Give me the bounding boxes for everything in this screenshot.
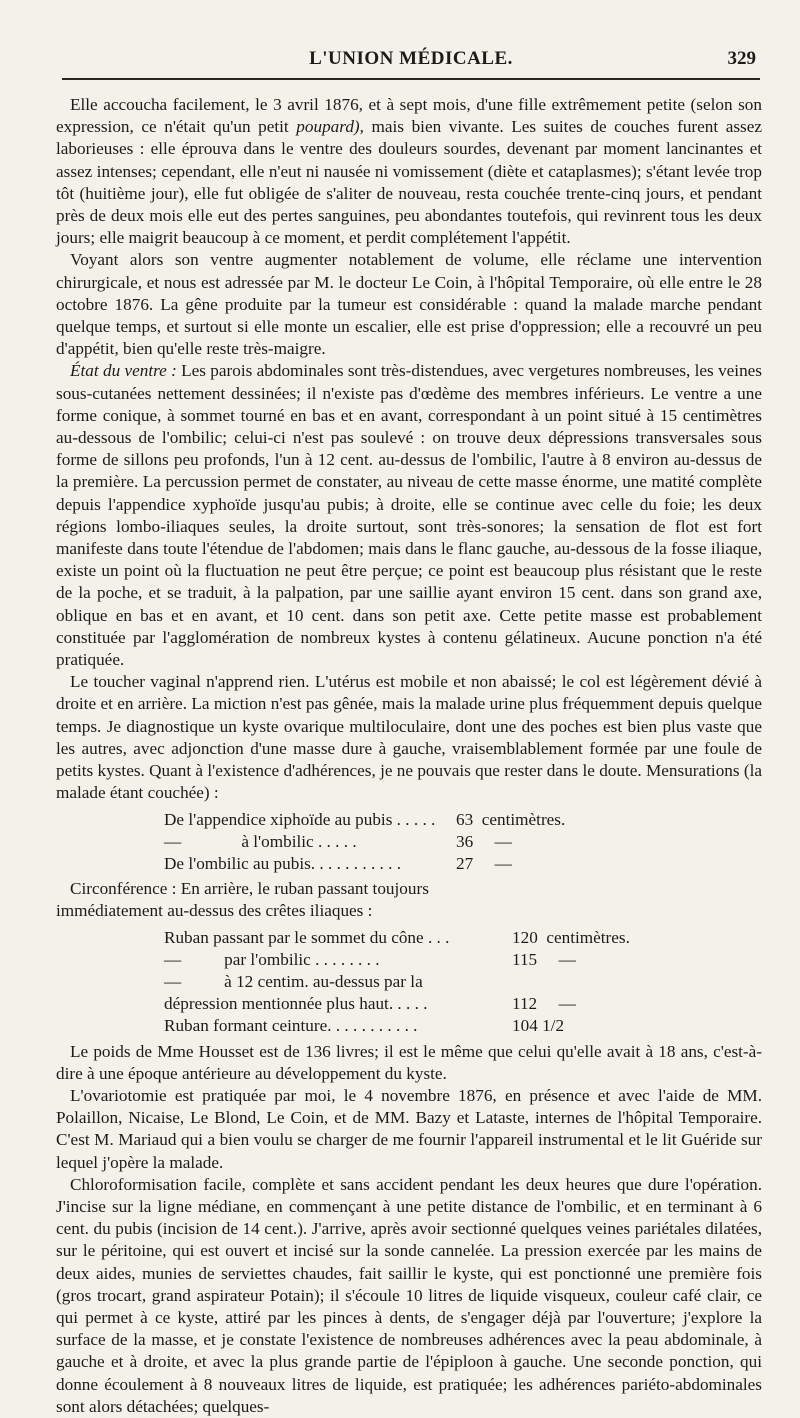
circumference-intro: Circonférence : En arrière, le ruban passant toujours [70, 879, 429, 899]
measurement-row [56, 853, 762, 875]
italic-text: poupard), [296, 117, 364, 137]
measurement-label: — à 12 centim. au-dessus par la [164, 971, 423, 991]
measurement-row [56, 949, 762, 971]
paragraph [56, 360, 762, 671]
section-heading-inline: État du ventre : [70, 361, 177, 381]
paragraph: Le toucher vaginal n'apprend rien. L'utérus est mobile et non abaissé; le col est légèrement dévié à droite et en arrière. La miction n'est pas gênée, mais la malade urine plus fréquemment depuis quelque temps. Je diagnostique un kyste ovarique multiloculaire, dont une des poches est bien plus vaste que les autres, avec adjonction d'une masse dure à gauche, vraisemblablement formée par une foule de petits kystes. Quant à l'existence d'adhérences, je ne pouvais que rester dans le doute. Mensurations (la malade étant couchée) : [56, 672, 762, 803]
measurement-label: — par l'ombilic . . . . . . . . [164, 949, 380, 969]
measurement-row [56, 831, 762, 853]
measurement-value: 104 1/2 [512, 1016, 565, 1036]
page-number: 329 [727, 48, 756, 69]
measurement-row [56, 927, 762, 949]
paragraph: Le poids de Mme Housset est de 136 livres; il est le même que celui qu'elle avait à 18 ans, c'est-à-dire à une époque antérieure au développement du kyste. [56, 1041, 762, 1083]
measurement-value: 36 — [456, 831, 512, 851]
measurement-value: 63 centimètres. [456, 809, 566, 829]
measurement-value: 115 — [512, 949, 576, 969]
paragraph: L'ovariotomie est pratiquée par moi, le 4 novembre 1876, en présence et avec l'aide de MM. Polaillon, Nicaise, Le Blond, Le Coin, et de MM. Bazy et Lataste, internes de l'hôpital Temporaire. C'est M. Mariaud qui a bien voulu se charger de me fournir l'appareil instrumental et le lit Guéride sur lequel j'opère la malade. [56, 1085, 762, 1172]
measurement-row [56, 971, 762, 993]
article-body [56, 80, 762, 1418]
measurement-label: Ruban passant par le sommet du cône . . . [164, 927, 450, 947]
running-header [62, 0, 760, 80]
measurement-label: Ruban formant ceinture. . . . . . . . . . . [164, 1016, 418, 1036]
measurement-label: — à l'ombilic . . . . . [164, 831, 357, 851]
text-run: Elle accoucha facilement, le 3 avril 1876, et à sept mois, d'une fille extrêmement petite (selon son expression, ce n'était qu'un petit [56, 95, 762, 137]
measurement-row [56, 1015, 762, 1037]
paragraph [56, 94, 762, 249]
text-run: mais bien vivante. Les suites de couches furent assez laborieuses : elle éprouva dans le ventre des douleurs sourdes, devenant par moment lancinantes et assez intenses; cependant, elle n'eut ni nausée ni vomissement (diète et cataplasmes); s'étant levée trop tôt (huitième jour), elle fut obligée de s'aliter de nouveau, resta couchée trente-cinq jours, et pendant près de deux mois elle eut des pertes sanguines, peu abondantes toutefois, qui revinrent tous les deux jours; elle maigrit beaucoup à ce moment, et perdit complétement l'appétit. [56, 117, 762, 248]
paragraph: Chloroformisation facile, complète et sans accident pendant les deux heures que dure l'opération. J'incise sur la ligne médiane, en commençant à une petite distance de l'ombilic, et en terminant à 6 cent. du pubis (incision de 14 cent.). J'arrive, après avoir sectionné quelques veines pariétales dilatées, sur le péritoine, qui est ouvert et incisé sur la sonde cannelée. La pression exercée par les mains de deux aides, munies de serviettes chaudes, fait saillir le kyste, qui est ponctionné une première fois (gros trocart, grand aspirateur Potain); il s'écoule 10 litres de liquide visqueux, couleur café clair, ce qui permet à ce kyste, attiré par les pinces à dents, de s'engager déjà par l'ouverture; j'explore la surface de la masse, et je constate l'existence de nombreuses adhérences avec la peau abdominale, à gauche et à droite, et avec la plus grande partie de l'épiploon à gauche. Une seconde ponction, qui donne écoulement à 8 nouveaux litres de liquide, est pratiquée; les adhérences pariéto-abdominales sont alors détachées; quelques- [56, 1174, 762, 1416]
measurement-value: 27 — [456, 853, 512, 873]
measurement-label: De l'appendice xiphoïde au pubis . . . . . [164, 809, 436, 829]
measurement-value: 112 — [512, 994, 576, 1014]
text-run: Les parois abdominales sont très-distendues, avec vergetures nombreuses, les veines sous-cutanées nettement dessinées; il n'existe pas d'œdème des membres inférieurs. Le ventre a une forme conique, à sommet tourné en bas et en avant, correspondant à un point situé à 15 centimètres au-dessous de l'ombilic; celui-ci n'est pas soulevé : on trouve deux dépressions transversales sous forme de sillons peu profonds, l'un à 12 cent. au-dessus de l'ombilic, l'autre à 8 environ au-dessus de la première. La percussion permet de constater, au niveau de cette masse énorme, une matité complète depuis l'appendice xyphoïde jusqu'au pubis; à droite, elle se continue avec celle du foie; les deux régions lombo-iliaques seules, la droite surtout, sont très-sonores; la sensation de flot est fort manifeste dans toute l'étendue de l'abdomen; mais dans le flanc gauche, au-dessous de la fosse iliaque, existe un point où la fluctuation ne peut être perçue; ce point est beaucoup plus résistant que le reste de la poche, et se traduit, à la palpation, par une saillie ayant environ 15 cent. dans son grand axe, oblique en bas et en avant, et 10 cent. dans son petit axe. Cette petite masse est probablement constituée par l'agglomération de nombreux kystes à contenu gélatineux. Aucune ponction n'a été pratiquée. [56, 361, 762, 670]
measurement-row [56, 809, 762, 831]
circumference-intro-cont: immédiatement au-dessus des crêtes iliaques : [56, 901, 373, 921]
journal-title: L'UNION MÉDICALE. [309, 48, 513, 69]
measurement-value: 120 centimètres. [512, 927, 630, 947]
measurement-label: De l'ombilic au pubis. . . . . . . . . . . [164, 853, 402, 873]
measurement-label: dépression mentionnée plus haut. . . . . [164, 994, 428, 1014]
paragraph: Voyant alors son ventre augmenter notablement de volume, elle réclame une intervention chirurgicale, et nous est adressée par M. le docteur Le Coin, à l'hôpital Temporaire, où elle entre le 28 octobre 1876. La gêne produite par la tumeur est considérable : quand la malade marche pendant quelque temps, et surtout si elle monte un escalier, elle est prise d'oppression; elle a recouvré un peu d'appétit, bien qu'elle reste très-maigre. [56, 250, 762, 359]
measurements-table [56, 809, 762, 876]
circumference-table [56, 927, 762, 1038]
measurement-row [56, 993, 762, 1015]
